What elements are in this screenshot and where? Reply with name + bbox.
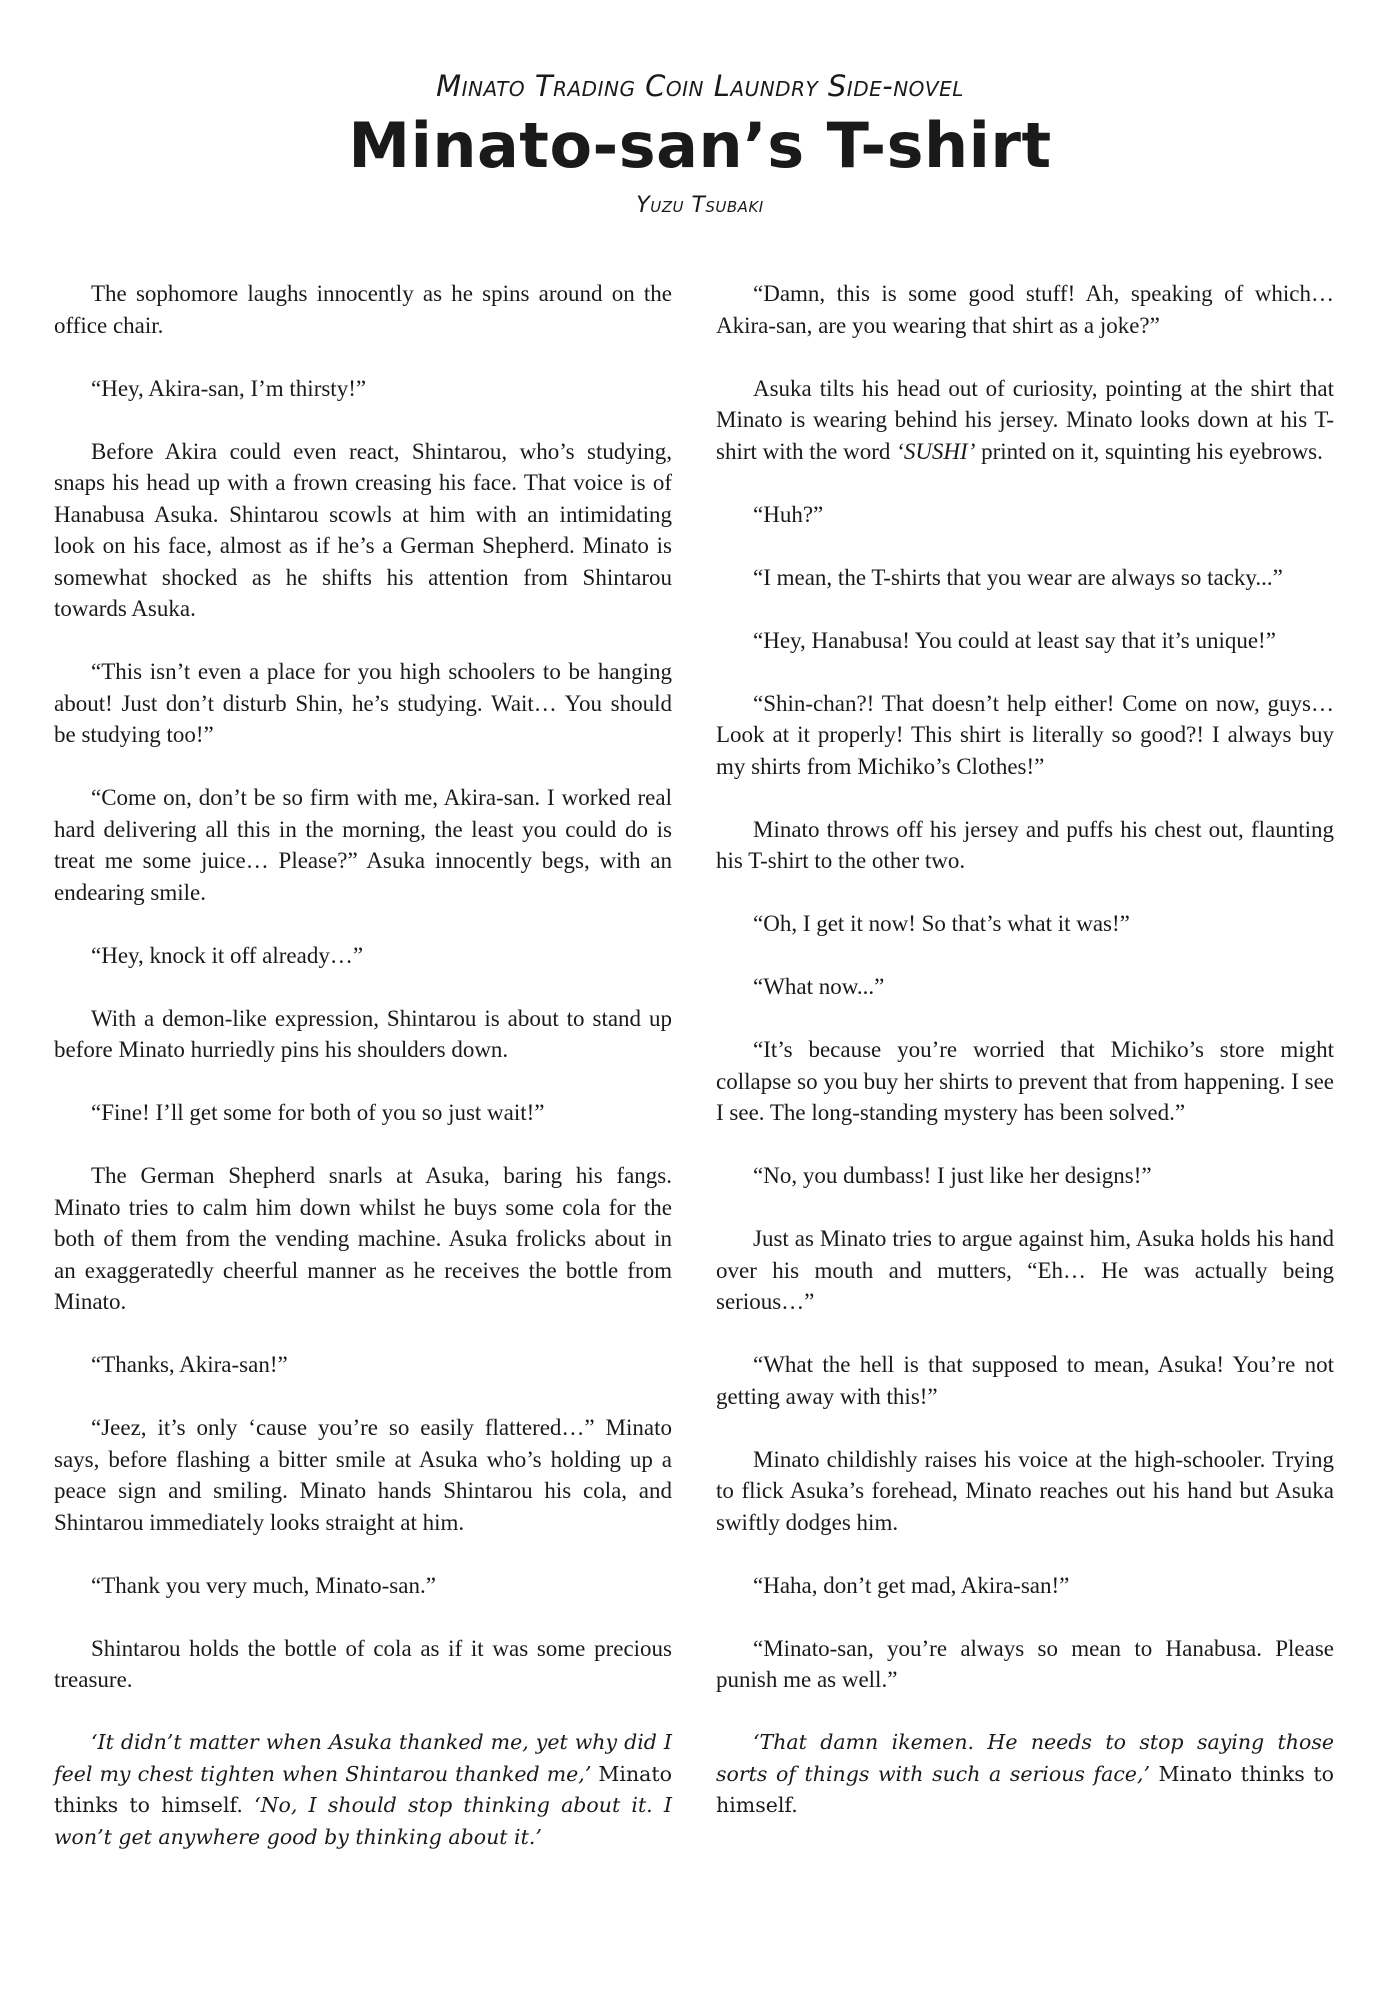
paragraph: “This isn’t even a place for you high schoolers to be hanging about! Just don’t disturb Shin, he’s studying. Wait… You should be studying too!” bbox=[54, 659, 672, 747]
paragraph: “Haha, don’t get mad, Akira-san!” bbox=[753, 1572, 1070, 1598]
paragraph: “It’s because you’re worried that Michiko’s store might collapse so you buy her shirts to prevent that from happening. I see I see. The long-standing mystery has been solved.” bbox=[716, 1037, 1334, 1125]
paragraph: “Shin-chan?! That doesn’t help either! Come on now, guys… Look at it properly! This shirt is literally so good?! I always buy my shirts from Michiko’s Clothes!” bbox=[716, 690, 1334, 779]
text-run: Minato thinks to himself. bbox=[54, 1761, 672, 1817]
paragraph: “Hey, Hanabusa! You could at least say that it’s unique!” bbox=[753, 627, 1276, 653]
author-name: Yuzu Tsubaki bbox=[636, 193, 764, 218]
paragraph: “What now...” bbox=[753, 974, 885, 999]
paragraph: “Come on, don’t be so firm with me, Akira-san. I worked real hard delivering all this in the morning, the least you could do is treat me some juice… Please?” Asuka innocently begs, with an endearing smile. bbox=[54, 785, 672, 905]
left-column bbox=[54, 278, 672, 1885]
paragraph: Minato throws off his jersey and puffs his chest out, flaunting his T-shirt to the other two. bbox=[716, 816, 1334, 873]
paragraph bbox=[54, 1727, 672, 1853]
paragraph: “I mean, the T-shirts that you wear are always so tacky...” bbox=[753, 564, 1283, 590]
paragraph: “No, you dumbass! I just like her designs!” bbox=[753, 1163, 1152, 1188]
paragraph: Shintarou holds the bottle of cola as if it was some precious treasure. bbox=[54, 1635, 672, 1692]
paragraph: With a demon-like expression, Shintarou is about to stand up before Minato hurriedly pins his shoulders down. bbox=[54, 1005, 672, 1062]
paragraph: “Thank you very much, Minato-san.” bbox=[91, 1572, 436, 1598]
paragraph: Minato childishly raises his voice at the high-schooler. Trying to flick Asuka’s forehead, Minato reaches out his hand but Asuka swiftly dodges him. bbox=[716, 1446, 1334, 1535]
paragraph: The sophomore laughs innocently as he spins around on the office chair. bbox=[54, 281, 672, 338]
italic-text: ‘That damn ikemen. He needs to stop saying those sorts of things with such a serious face,’ bbox=[716, 1730, 1334, 1786]
italic-text: ‘No, I should stop thinking about it. I won’t get anywhere good by thinking about it.’ bbox=[54, 1793, 672, 1849]
paragraph: “What the hell is that supposed to mean, Asuka! You’re not getting away with this!” bbox=[716, 1352, 1334, 1409]
paragraph bbox=[716, 373, 1334, 468]
paragraph: “Fine! I’ll get some for both of you so just wait!” bbox=[91, 1100, 545, 1125]
paragraph: “Minato-san, you’re always so mean to Hanabusa. Please punish me as well.” bbox=[716, 1635, 1334, 1692]
paragraph: “Hey, Akira-san, I’m thirsty!” bbox=[91, 375, 367, 401]
paragraph: Just as Minato tries to argue against him, Asuka holds his hand over his mouth and mutters, “Eh… He was actually being serious…” bbox=[716, 1226, 1334, 1314]
text-run: Asuka tilts his head out of curiosity, pointing at the shirt that Minato is wearing behind his jersey. Minato looks down at his T-shirt with the word bbox=[716, 375, 1334, 464]
text-run: Minato thinks to himself. bbox=[716, 1761, 1334, 1817]
paragraph: “Huh?” bbox=[753, 501, 824, 527]
paragraph: “Thanks, Akira-san!” bbox=[91, 1352, 288, 1377]
paragraph: “Oh, I get it now! So that’s what it was!” bbox=[753, 911, 1130, 936]
italic-text: ‘SUSHI’ bbox=[896, 438, 976, 464]
paragraph: “Hey, knock it off already…” bbox=[91, 942, 364, 968]
paragraph: “Damn, this is some good stuff! Ah, speaking of which… Akira-san, are you wearing that shirt as a joke?” bbox=[716, 281, 1334, 338]
paragraph: “Jeez, it’s only ‘cause you’re so easily flattered…” Minato says, before flashing a bitter smile at Asuka who’s holding up a peace sign and smiling. Minato hands Shintarou his cola, and Shintarou immediately looks straight at him. bbox=[54, 1415, 672, 1535]
paragraph: Before Akira could even react, Shintarou, who’s studying, snaps his head up with a frown creasing his face. That voice is of Hanabusa Asuka. Shintarou scowls at him with an intimidating look on his face, almost as if he’s a German Shepherd. Minato is somewhat shocked as he shifts his attention from Shintarou towards Asuka. bbox=[54, 438, 672, 621]
paragraph bbox=[716, 1727, 1334, 1822]
italic-text: ‘It didn’t matter when Asuka thanked me, yet why did I feel my chest tighten when Shintarou thanked me,’ bbox=[54, 1730, 672, 1786]
paragraph: The German Shepherd snarls at Asuka, baring his fangs. Minato tries to calm him down whilst he buys some cola for the both of them from the vending machine. Asuka frolicks about in an exaggeratedly cheerful manner as he receives the bottle from Minato. bbox=[54, 1163, 672, 1314]
text-run: printed on it, squinting his eyebrows. bbox=[975, 438, 1323, 464]
series-title: Minato Trading Coin Laundry Side-novel bbox=[436, 69, 964, 103]
page-title: Minato-san’s T-shirt bbox=[348, 109, 1052, 182]
right-column bbox=[716, 278, 1334, 1853]
